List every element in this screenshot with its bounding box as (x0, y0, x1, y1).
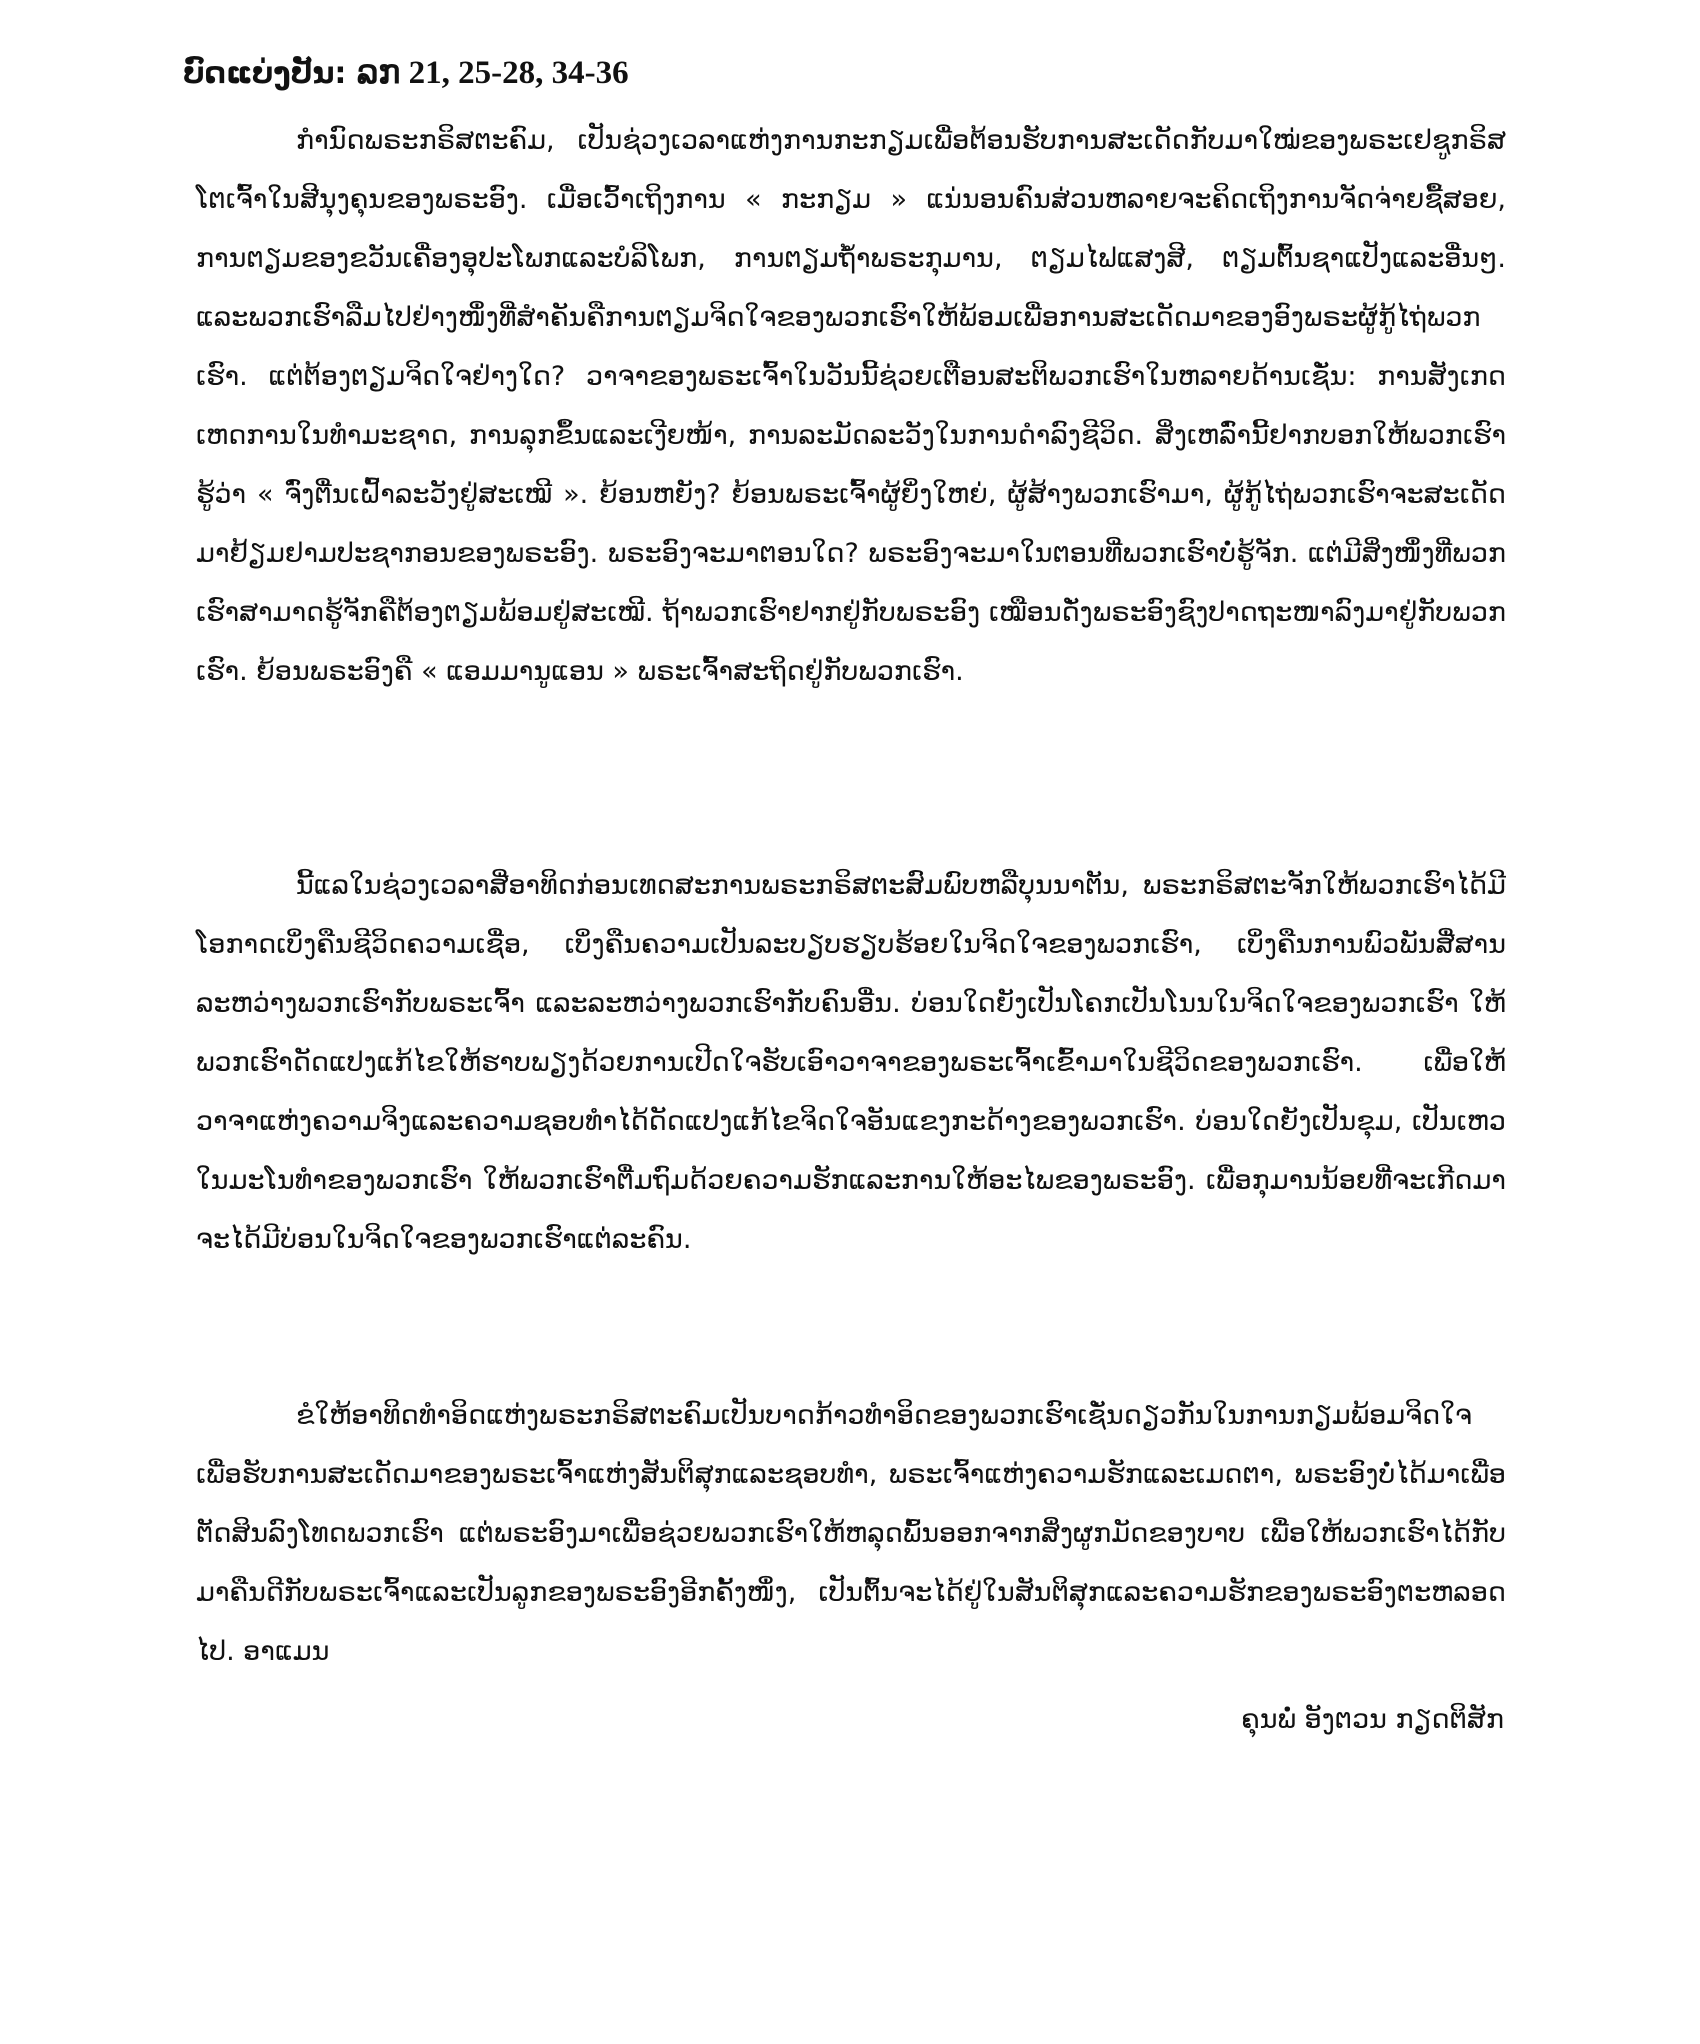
scripture-reference: ລກ 21, 25-28, 34-36 (356, 55, 629, 91)
author-signature: ຄຸນພໍ່ ອັງຕວນ ກຽດຕິສັກ (1241, 1704, 1504, 1735)
paragraph-1: ກຳນົດພຣະກຣິສຕະຄົມ, ເປັນຊ່ວງເວລາແຫ່ງການກະກຽມເພື່ອຕ້ອນຮັບການສະເດັດກັບມາໃໝ່ຂອງພຣະເຢຊູກຣິສໂຕເຈົ້າໃນສີນຸງຄຸນຂອງພຣະອົງ. ເມື່ອເວົ້າເຖິງການ « ກະກຽມ » ແນ່ນອນຄົນສ່ວນຫລາຍຈະຄິດເຖິງການຈັດຈ່າຍຊື້ສອຍ, ການຕຽມຂອງຂວັນເຄື່ອງອຸປະໂພກແລະບໍລິໂພກ, ການຕຽມຖ້ຳພຣະກຸມານ, ຕຽມໄຟແສງສີ, ຕຽມຕົ້ນຊາແປັງແລະອື່ນໆ. ແລະພວກເຮົາລືມໄປຢ່າງໜຶ່ງທີ່ສຳຄັນຄືການຕຽມຈິດໃຈຂອງພວກເຮົາໃຫ້ພ້ອມເພື່ອການສະເດັດມາຂອງອົງພຣະຜູ້ກູ້ໄຖ່ພວກເຮົາ. ແຕ່ຕ້ອງຕຽມຈິດໃຈຢ່າງໃດ? ວາຈາຂອງພຣະເຈົ້າໃນວັນນີ້ຊ່ວຍເຕືອນສະຕິພວກເຮົາໃນຫລາຍດ້ານເຊັ່ນ: ການສັງເກດເຫດການໃນທຳມະຊາດ, ການລຸກຂຶ້ນແລະເງີຍໜ້າ, ການລະມັດລະວັງໃນການດຳລົງຊີວິດ. ສິ່ງເຫລົ່ານີ້ຢາກບອກໃຫ້ພວກເຮົາຮູ້ວ່າ « ຈົ່ງຕື່ນເຝົ້າລະວັງຢູ່ສະເໝີ ». ຍ້ອນຫຍັງ? ຍ້ອນພຣະເຈົ້າຜູ້ຍິ່ງໃຫຍ່, ຜູ້ສ້າງພວກເຮົາມາ, ຜູ້ກູ້ໄຖ່ພວກເຮົາຈະສະເດັດມາຢ້ຽມຢາມປະຊາກອນຂອງພຣະອົງ. ພຣະອົງຈະມາຕອນໃດ? ພຣະອົງຈະມາໃນຕອນທີ່ພວກເຮົາບໍ່ຮູ້ຈັກ. ແຕ່ມີສິ່ງໜຶ່ງທີ່ພວກເຮົາສາມາດຮູ້ຈັກຄືຕ້ອງຕຽມພ້ອມຢູ່ສະເໝີ. ຖ້າພວກເຮົາຢາກຢູ່ກັບພຣະອົງ ເໝືອນດັ່ງພຣະອົງຊົງປາດຖະໜາລົງມາຢູ່ກັບພວກເຮົາ. ຍ້ອນພຣະອົງຄື « ແອມມານູແອນ » ພຣະເຈົ້າສະຖິດຢູ່ກັບພວກເຮົາ. (196, 125, 1506, 687)
reading-heading (183, 48, 629, 99)
paragraph-2: ນີ້ແລໃນຊ່ວງເວລາສີ່ອາທິດກ່ອນເທດສະການພຣະກຣິສຕະສົມພົບຫລືບຸນນາຕັນ, ພຣະກຣິສຕະຈັກໃຫ້ພວກເຮົາໄດ້ມີໂອກາດເບິ່ງຄືນຊີວິດຄວາມເຊື່ອ, ເບິ່ງຄືນຄວາມເປັນລະບຽບຮຽບຮ້ອຍໃນຈິດໃຈຂອງພວກເຮົາ, ເບິ່ງຄືນການພົວພັນສື່ສານລະຫວ່າງພວກເຮົາກັບພຣະເຈົ້າ ແລະລະຫວ່າງພວກເຮົາກັບຄົນອື່ນ. ບ່ອນໃດຍັງເປັນໂຄກເປັນໂນນໃນຈິດໃຈຂອງພວກເຮົາ ໃຫ້ພວກເຮົາດັດແປງແກ້ໄຂໃຫ້ຮາບພຽງດ້ວຍການເປີດໃຈຮັບເອົາວາຈາຂອງພຣະເຈົ້າເຂົ້າມາໃນຊີວິດຂອງພວກເຮົາ. ເພື່ອໃຫ້ວາຈາແຫ່ງຄວາມຈິງແລະຄວາມຊອບທຳໄດ້ດັດແປງແກ້ໄຂຈິດໃຈອັນແຂງກະດ້າງຂອງພວກເຮົາ. ບ່ອນໃດຍັງເປັນຂຸມ, ເປັນເຫວໃນມະໂນທຳຂອງພວກເຮົາ ໃຫ້ພວກເຮົາຕື່ມຖົມດ້ວຍຄວາມຮັກແລະການໃຫ້ອະໄພຂອງພຣະອົງ. ເພື່ອກຸມານນ້ອຍທີ່ຈະເກີດມາຈະໄດ້ມີບ່ອນໃນຈິດໃຈຂອງພວກເຮົາແຕ່ລະຄົນ. (196, 870, 1506, 1255)
heading-label: ບົດແບ່ງປັນ: (183, 56, 347, 91)
paragraph-3: ຂໍໃຫ້ອາທິດທຳອິດແຫ່ງພຣະກຣິສຕະຄົມເປັນບາດກ້າວທຳອິດຂອງພວກເຮົາເຊັ່ນດຽວກັນໃນການກຽມພ້ອມຈິດໃຈເພື່ອຮັບການສະເດັດມາຂອງພຣະເຈົ້າແຫ່ງສັນຕິສຸກແລະຊອບທຳ, ພຣະເຈົ້າແຫ່ງຄວາມຮັກແລະເມດຕາ, ພຣະອົງບໍ່ໄດ້ມາເພື່ອຕັດສິນລົງໂທດພວກເຮົາ ແຕ່ພຣະອົງມາເພື່ອຊ່ວຍພວກເຮົາໃຫ້ຫລຸດພົ້ນອອກຈາກສິ່ງຜູກມັດຂອງບາບ ເພື່ອໃຫ້ພວກເຮົາໄດ້ກັບມາຄືນດີກັບພຣະເຈົ້າແລະເປັນລູກຂອງພຣະອົງອີກຄັ້ງໜຶ່ງ, ເປັນຕົ້ນຈະໄດ້ຢູ່ໃນສັນຕິສຸກແລະຄວາມຮັກຂອງພຣະອົງຕະຫລອດໄປ. ອາແມນ (196, 1400, 1506, 1667)
